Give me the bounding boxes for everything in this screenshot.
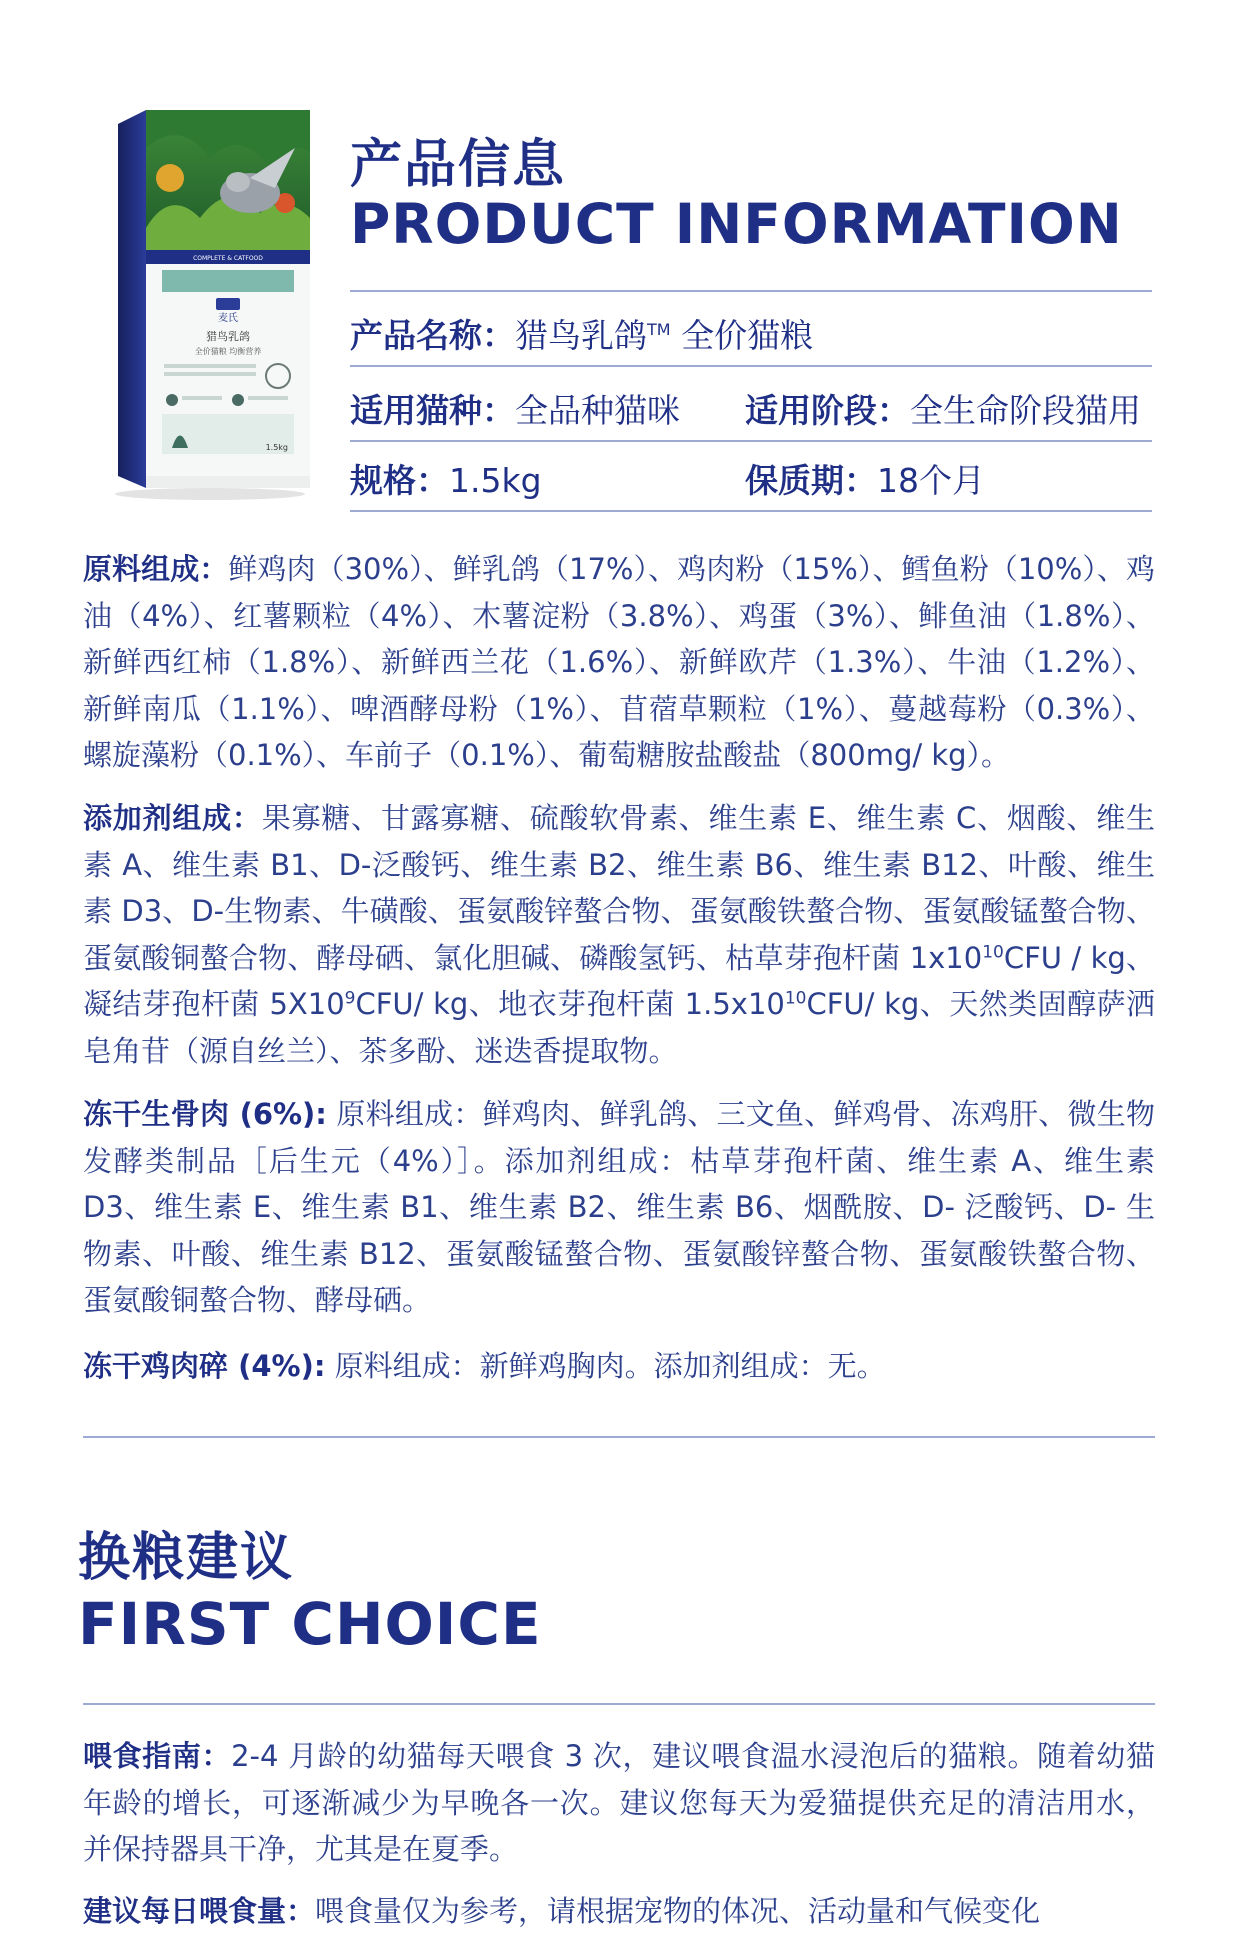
divider (350, 440, 1152, 442)
ingredients-label: 原料组成： (83, 552, 229, 586)
stage-value: 全生命阶段猫用 (910, 391, 1141, 430)
divider (350, 290, 1152, 292)
stage-label: 适用阶段： (745, 391, 910, 430)
divider (350, 510, 1152, 512)
product-info-title-en: PRODUCT INFORMATION (350, 192, 1123, 256)
additives-text-c: CFU/ kg、地衣芽孢杆菌 1.5x10 (355, 987, 785, 1021)
freeze-dried-chicken-label: 冻干鸡肉碎 (4%): (83, 1349, 326, 1383)
additives-paragraph (83, 795, 1155, 1074)
freeze-dried-chicken-paragraph (83, 1343, 1155, 1390)
additives-exponent-a: 10 (982, 941, 1004, 962)
product-name-suffix: 全价猫粮 (670, 316, 814, 355)
freeze-dried-chicken-text: 原料组成：新鲜鸡胸肉。添加剂组成：无。 (325, 1349, 886, 1383)
spec-label: 规格： (350, 461, 449, 500)
product-info-title-cn: 产品信息 (350, 135, 567, 195)
product-bag-image (110, 108, 315, 500)
divider (83, 1703, 1155, 1705)
feeding-guide-label: 喂食指南： (83, 1739, 232, 1773)
freeze-dried-raw-text: 原料组成：鲜鸡肉、鲜乳鸽、三文鱼、鲜鸡骨、冻鸡肝、微生物发酵类制品［后生元（4%）］。添加剂组成：枯草芽孢杆菌、维生素 A、维生素 D3、维生素 E、维生素 B1、维生素 B2、维生素 B6、烟酰胺、D- 泛酸钙、D- 生物素、叶酸、维生素 B12、蛋氨酸锰螯合物、蛋氨酸锌螯合物、蛋氨酸铁螯合物、蛋氨酸铜螯合物、酵母硒。 (83, 1097, 1155, 1317)
additives-text-d: CFU/ kg、天然类固醇萨洒皂角苷（源自丝兰）、茶多酚、迷迭香提取物。 (83, 987, 1155, 1068)
feeding-guide-paragraph (83, 1733, 1155, 1873)
product-name-row (350, 310, 813, 357)
shelf-life-label: 保质期： (745, 461, 877, 500)
product-name-label: 产品名称： (350, 316, 515, 355)
additives-exponent-c: 10 (784, 988, 807, 1009)
feeding-guide-text: 2-4 月龄的幼猫每天喂食 3 次，建议喂食温水浸泡后的猫粮。随着幼猫年龄的增长，可逐渐减少为早晚各一次。建议您每天为爱猫提供充足的清洁用水，并保持器具干净，尤其是在夏季。 (83, 1739, 1155, 1866)
breed-value: 全品种猫咪 (515, 391, 680, 430)
ingredients-text: 鲜鸡肉（30%）、鲜乳鸽（17%）、鸡肉粉（15%）、鳕鱼粉（10%）、鸡油（4%）、红薯颗粒（4%）、木薯淀粉（3.8%）、鸡蛋（3%）、鲱鱼油（1.8%）、新鲜西红柿（1.8%）、新鲜西兰花（1.6%）、新鲜欧芹（1.3%）、牛油（1.2%）、新鲜南瓜（1.1%）、啤酒酵母粉（1%）、苜蓿草颗粒（1%）、蔓越莓粉（0.3%）、螺旋藻粉（0.1%）、车前子（0.1%）、葡萄糖胺盐酸盐（800mg/ kg）。 (83, 552, 1155, 772)
shelf-life-row (745, 455, 985, 502)
bag-band-text: COMPLETE & CATFOOD (193, 255, 263, 262)
shelf-life-value: 18个月 (877, 461, 985, 500)
divider (83, 1436, 1155, 1438)
daily-amount-paragraph (83, 1888, 1155, 1935)
additives-text-b: CFU / kg、凝结芽孢杆菌 5X10 (83, 940, 1155, 1021)
daily-amount-text: 喂食量仅为参考，请根据宠物的体况、活动量和气候变化 (315, 1894, 1041, 1928)
bag-product-name: 猎鸟乳鸽 (206, 330, 250, 343)
daily-amount-label: 建议每日喂食量： (83, 1894, 316, 1928)
freeze-dried-raw-paragraph (83, 1091, 1155, 1324)
breed-row (350, 385, 680, 432)
bag-tagline: 全价猫粮 均衡营养 (194, 347, 262, 356)
spec-row (350, 455, 542, 502)
additives-label: 添加剂组成： (83, 801, 262, 835)
breed-label: 适用猫种： (350, 391, 515, 430)
divider (350, 365, 1152, 367)
trademark-mark: TM (647, 320, 671, 339)
product-name-value: 猎鸟乳鸽 (515, 316, 647, 355)
first-choice-title-en: FIRST CHOICE (78, 1590, 542, 1658)
additives-text-a: 果寡糖、甘露寡糖、硫酸软骨素、维生素 E、维生素 C、烟酸、维生素 A、维生素 B1、D-泛酸钙、维生素 B2、维生素 B6、维生素 B12、叶酸、维生素 D3、D-生物素、牛磺酸、蛋氨酸锌螯合物、蛋氨酸铁螯合物、蛋氨酸锰螯合物、蛋氨酸铜螯合物、酵母硒、氯化胆碱、磷酸氢钙、枯草芽孢杆菌 1x10 (83, 801, 1155, 975)
bag-weight: 1.5kg (265, 443, 288, 452)
ingredients-paragraph (83, 546, 1155, 779)
bag-brand: 麦氏 (218, 313, 238, 324)
freeze-dried-raw-label: 冻干生骨肉 (6%): (83, 1097, 327, 1131)
stage-row (745, 385, 1141, 432)
additives-exponent-b: 9 (344, 988, 356, 1009)
first-choice-title-cn: 换粮建议 (78, 1528, 295, 1588)
spec-value: 1.5kg (449, 461, 542, 500)
